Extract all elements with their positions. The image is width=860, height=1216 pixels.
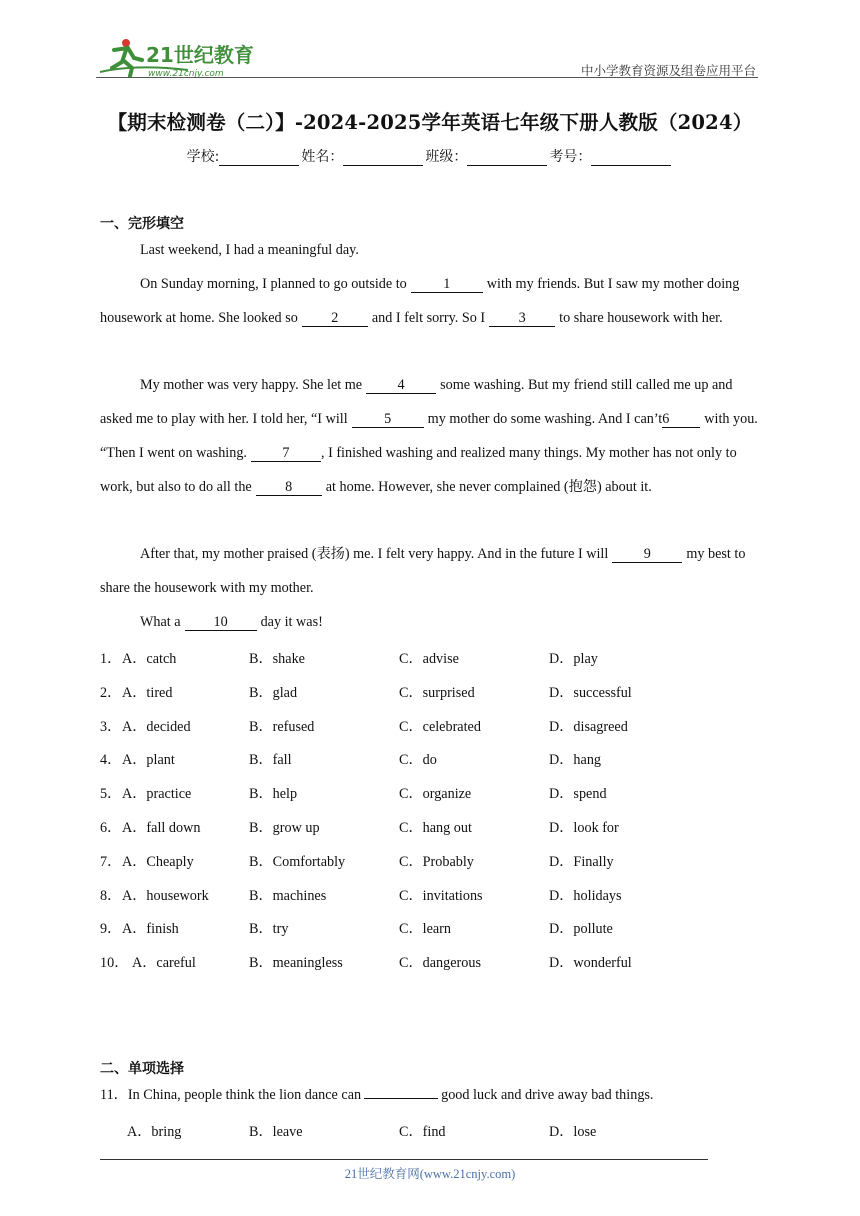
option-d[interactable]: D．lose bbox=[549, 1124, 597, 1140]
blank-4: 4 bbox=[366, 377, 436, 394]
question-number: 2． bbox=[100, 684, 122, 701]
blank-3: 3 bbox=[489, 310, 555, 327]
page-title: 【期末检测卷（二）】-2024-2025学年英语七年级下册人教版（2024） bbox=[107, 111, 753, 134]
option-d[interactable]: D．successful bbox=[549, 684, 632, 701]
school-field[interactable] bbox=[219, 151, 299, 166]
class-field[interactable] bbox=[467, 151, 547, 166]
option-a[interactable]: A．plant bbox=[122, 752, 175, 769]
section-1-heading: 一、完形填空 bbox=[100, 216, 184, 232]
blank-8: 8 bbox=[256, 479, 322, 496]
option-row bbox=[100, 648, 800, 668]
name-label: 姓名： bbox=[301, 149, 344, 165]
option-b[interactable]: B．shake bbox=[249, 651, 305, 667]
option-c[interactable]: C．surprised bbox=[399, 684, 475, 701]
blank-7: 7 bbox=[251, 445, 321, 462]
option-a[interactable]: A．decided bbox=[122, 718, 191, 735]
question-number: 1． bbox=[100, 651, 122, 667]
svg-text:www.21cnjy.com: www.21cnjy.com bbox=[148, 69, 224, 79]
question-number: 7． bbox=[100, 853, 122, 870]
option-a[interactable]: A．housework bbox=[122, 887, 209, 904]
option-b[interactable]: B．try bbox=[249, 921, 289, 938]
blank-11 bbox=[364, 1098, 438, 1099]
school-label: 学校: bbox=[186, 149, 220, 165]
passage-paragraph-3: My mother was very happy. She let me 4 some washing. But my friend still called me up and asked me to play with her. I told her, “I will 5 my mother do some washing. And I can’t6 with you. “Then I went on washing. 7 , I finished washing and realized many things. My mother has not only to work, but also to do all the 8 at home. However, she never complained (抱怨) about it. bbox=[100, 377, 758, 495]
option-b[interactable]: B．Comfortably bbox=[249, 853, 346, 870]
name-field[interactable] bbox=[343, 151, 423, 166]
question-number: 5． bbox=[100, 786, 122, 803]
exam-no-label: 考号： bbox=[549, 149, 592, 165]
question-11: 11．In China, people think the lion dance can good luck and drive away bad things. bbox=[100, 1087, 654, 1103]
option-c[interactable]: C．advise bbox=[399, 651, 459, 667]
passage-paragraph-5: What a 10 day it was! bbox=[140, 614, 323, 630]
question-number: 4． bbox=[100, 752, 122, 769]
question-number: 8． bbox=[100, 887, 122, 904]
option-d[interactable]: D．disagreed bbox=[549, 718, 628, 735]
option-c[interactable]: C．learn bbox=[399, 921, 452, 938]
option-row bbox=[100, 682, 800, 702]
question-number: 9． bbox=[100, 921, 122, 938]
option-a[interactable]: A．catch bbox=[122, 651, 177, 667]
option-c[interactable]: C．hang out bbox=[399, 820, 472, 836]
exam-no-field[interactable] bbox=[591, 151, 671, 166]
option-row bbox=[100, 716, 800, 736]
student-info-line bbox=[0, 146, 860, 166]
option-c[interactable]: C．find bbox=[399, 1124, 446, 1140]
option-row bbox=[100, 952, 800, 972]
option-d[interactable]: D．spend bbox=[549, 786, 607, 803]
option-a[interactable]: A．bring bbox=[127, 1124, 182, 1140]
footer-divider bbox=[100, 1159, 708, 1160]
blank-9: 9 bbox=[612, 546, 682, 563]
option-row bbox=[100, 749, 800, 769]
option-d[interactable]: D．look for bbox=[549, 820, 619, 836]
blank-6: 6 bbox=[662, 411, 700, 428]
option-a[interactable]: A．fall down bbox=[122, 820, 201, 836]
footer-text: 21世纪教育网(www.21cnjy.com) bbox=[344, 1167, 516, 1181]
section-2-heading: 二、单项选择 bbox=[100, 1061, 184, 1077]
option-b[interactable]: B．meaningless bbox=[249, 955, 343, 972]
option-a[interactable]: A．Cheaply bbox=[122, 853, 194, 870]
blank-1: 1 bbox=[411, 276, 483, 293]
option-a[interactable]: A．practice bbox=[122, 786, 192, 803]
option-d[interactable]: D．hang bbox=[549, 752, 602, 769]
option-b[interactable]: B．grow up bbox=[249, 820, 320, 836]
option-row bbox=[100, 851, 800, 871]
option-d[interactable]: D．play bbox=[549, 651, 598, 667]
option-b[interactable]: B．refused bbox=[249, 718, 315, 735]
question-number: 3． bbox=[100, 718, 122, 735]
passage-paragraph-2: On Sunday morning, I planned to go outside to 1 with my friends. But I saw my mother doing housework at home. She looked so 2 and I felt sorry. So I 3 to share housework with her. bbox=[100, 276, 740, 326]
passage-paragraph-4: After that, my mother praised (表扬) me. I felt very happy. And in the future I will 9 my best to share the housework with my mother. bbox=[100, 546, 746, 596]
class-label: 班级： bbox=[425, 149, 468, 165]
option-d[interactable]: D．Finally bbox=[549, 853, 614, 870]
option-c[interactable]: C．Probably bbox=[399, 853, 474, 870]
option-row bbox=[100, 783, 800, 803]
option-row bbox=[100, 885, 800, 905]
option-b[interactable]: B．machines bbox=[249, 887, 327, 904]
option-a[interactable]: A．finish bbox=[122, 921, 179, 938]
option-b[interactable]: B．fall bbox=[249, 752, 292, 769]
option-d[interactable]: D．pollute bbox=[549, 921, 613, 938]
header-platform-text: 中小学教育资源及组卷应用平台 bbox=[580, 63, 756, 78]
option-row bbox=[100, 918, 800, 938]
option-b[interactable]: B．leave bbox=[249, 1124, 303, 1140]
question-11-options bbox=[100, 1121, 800, 1141]
option-c[interactable]: C．dangerous bbox=[399, 955, 481, 972]
blank-10: 10 bbox=[185, 614, 257, 631]
passage-paragraph-1: Last weekend, I had a meaningful day. bbox=[140, 242, 359, 258]
svg-text:21世纪教育: 21世纪教育 bbox=[146, 43, 254, 67]
option-b[interactable]: B．help bbox=[249, 786, 298, 803]
option-a[interactable]: A．tired bbox=[122, 684, 173, 701]
question-number: 10． bbox=[100, 955, 129, 972]
site-logo bbox=[96, 36, 266, 80]
option-d[interactable]: D．holidays bbox=[549, 887, 622, 904]
header-divider bbox=[96, 77, 758, 78]
option-a[interactable]: A．careful bbox=[132, 955, 196, 972]
option-c[interactable]: C．do bbox=[399, 752, 437, 769]
option-c[interactable]: C．organize bbox=[399, 786, 472, 803]
option-c[interactable]: C．celebrated bbox=[399, 718, 481, 735]
option-b[interactable]: B．glad bbox=[249, 684, 298, 701]
blank-2: 2 bbox=[302, 310, 368, 327]
option-row bbox=[100, 817, 800, 837]
option-c[interactable]: C．invitations bbox=[399, 887, 483, 904]
blank-5: 5 bbox=[352, 411, 424, 428]
question-number: 6． bbox=[100, 820, 122, 836]
option-d[interactable]: D．wonderful bbox=[549, 955, 632, 972]
